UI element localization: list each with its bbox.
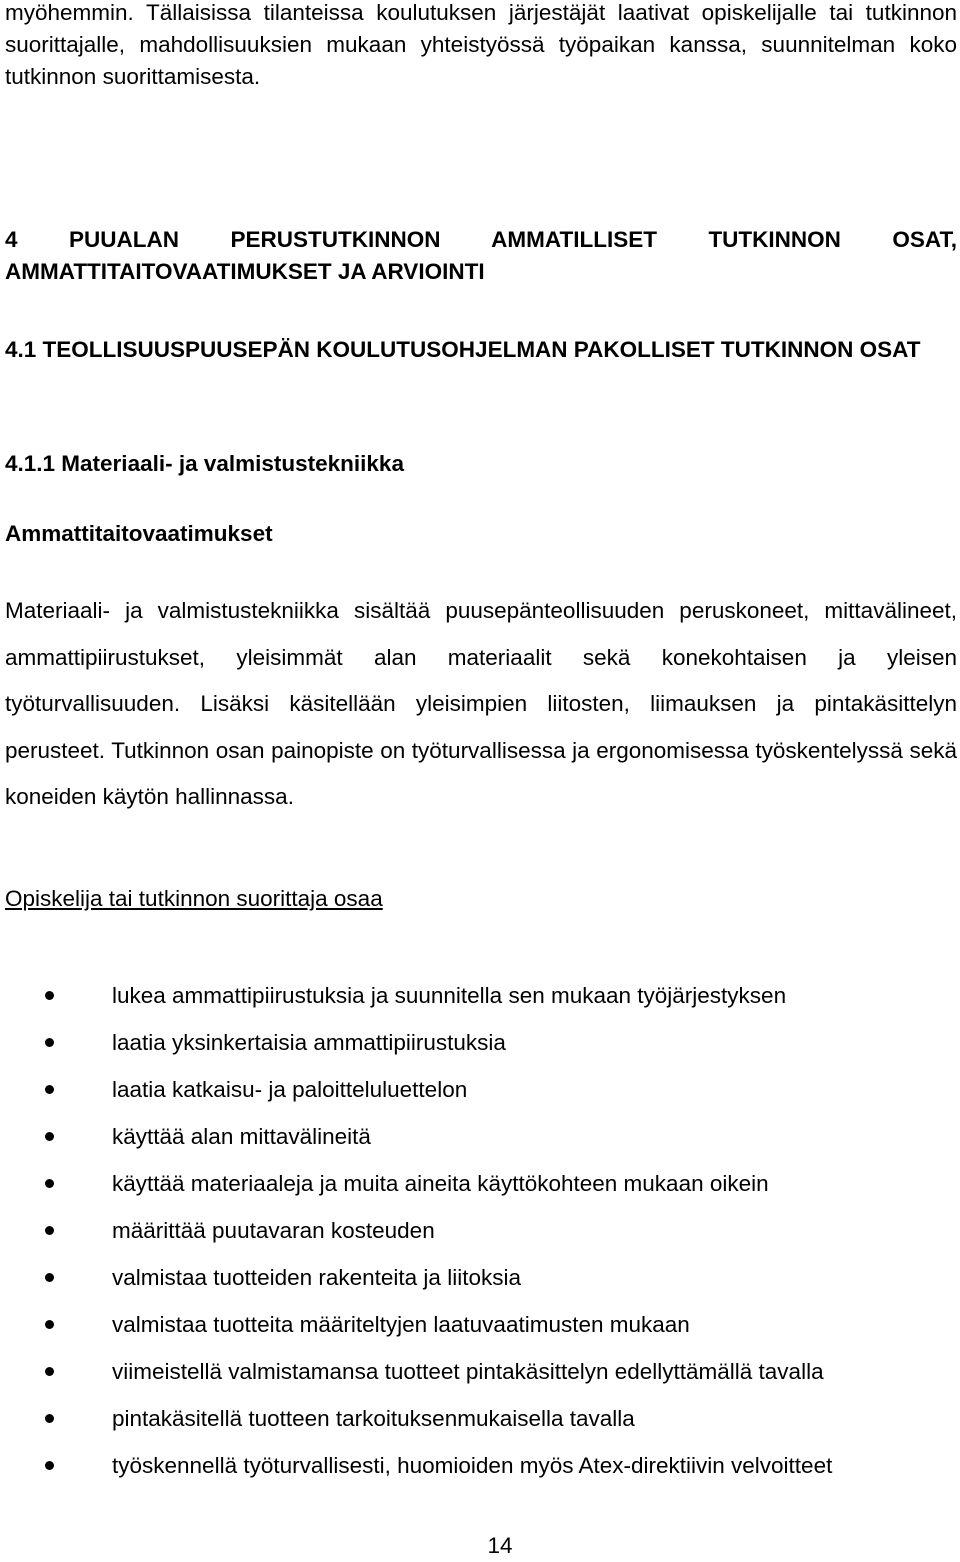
- list-item: [5, 1121, 957, 1168]
- list-item: [5, 1356, 957, 1403]
- list-item: [5, 1309, 957, 1356]
- list-item: [5, 980, 957, 1027]
- skills-list: [5, 980, 957, 1497]
- bullet-icon: [45, 1273, 54, 1282]
- list-item-text: työskennellä työturvallisesti, huomioiden myös Atex-direktiivin velvoitteet: [112, 1453, 833, 1478]
- list-item-text: pintakäsitellä tuotteen tarkoituksenmukaisella tavalla: [112, 1406, 635, 1431]
- bullet-icon: [45, 991, 54, 1000]
- list-item-text: laatia katkaisu- ja paloitteluluettelon: [112, 1077, 468, 1102]
- bullet-icon: [45, 1226, 54, 1235]
- description-paragraph: Materiaali- ja valmistustekniikka sisältää puusepänteollisuuden peruskoneet, mittavälineet, ammattipiirustukset, yleisimmät alan materiaalit sekä konekohtaisen ja yleisen työturvallisuuden. Lisäksi käsitellään yleisimpien liitosten, liimauksen ja pintakäsittelyn perusteet. Tutkinnon osan painopiste on työturvallisessa ja ergonomisessa työskentelyssä sekä koneiden käytön hallinnassa.: [5, 598, 957, 809]
- list-item-text: laatia yksinkertaisia ammattipiirustuksia: [112, 1030, 506, 1055]
- bullet-icon: [45, 1085, 54, 1094]
- bullet-icon: [45, 1132, 54, 1141]
- list-item: [5, 1074, 957, 1121]
- section-heading: 4.1 TEOLLISUUSPUUSEPÄN KOULUTUSOHJELMAN PAKOLLISET TUTKINNON OSAT: [5, 337, 921, 362]
- intro-paragraph: myöhemmin. Tällaisissa tilanteissa koulutuksen järjestäjät laativat opiskelijalle tai tutkinnon suorittajalle, mahdollisuuksien mukaan yhteistyössä työpaikan kanssa, suunnitelman koko tutkinnon suorittamisesta.: [5, 0, 957, 89]
- page-number: 14: [487, 1533, 513, 1558]
- list-item-text: viimeistellä valmistamansa tuotteet pintakäsittelyn edellyttämällä tavalla: [112, 1359, 824, 1384]
- list-item: [5, 1168, 957, 1215]
- list-item-text: määrittää puutavaran kosteuden: [112, 1218, 435, 1243]
- list-item: [5, 1027, 957, 1074]
- list-item: [5, 1262, 957, 1309]
- bullet-icon: [45, 1414, 54, 1423]
- skills-heading: Opiskelija tai tutkinnon suorittaja osaa: [5, 886, 383, 911]
- list-item: [5, 1450, 957, 1497]
- subsection-heading: 4.1.1 Materiaali- ja valmistustekniikka: [5, 451, 404, 476]
- bullet-icon: [45, 1367, 54, 1376]
- list-item: [5, 1215, 957, 1262]
- list-item: [5, 1403, 957, 1450]
- bullet-icon: [45, 1320, 54, 1329]
- list-item-text: käyttää alan mittavälineitä: [112, 1124, 371, 1149]
- list-item-text: valmistaa tuotteita määriteltyjen laatuvaatimusten mukaan: [112, 1312, 690, 1337]
- chapter-heading: 4 PUUALAN PERUSTUTKINNON AMMATILLISET TUTKINNON OSAT, AMMATTITAITOVAATIMUKSET JA ARVIOINTI: [5, 227, 957, 284]
- bullet-icon: [45, 1179, 54, 1188]
- document-page: [5, 0, 957, 1559]
- bullet-icon: [45, 1038, 54, 1047]
- list-item-text: käyttää materiaaleja ja muita aineita käyttökohteen mukaan oikein: [112, 1171, 769, 1196]
- list-item-text: lukea ammattipiirustuksia ja suunnitella sen mukaan työjärjestyksen: [112, 983, 787, 1008]
- requirements-heading: Ammattitaitovaatimukset: [5, 521, 273, 546]
- list-item-text: valmistaa tuotteiden rakenteita ja liitoksia: [112, 1265, 521, 1290]
- bullet-icon: [45, 1461, 54, 1470]
